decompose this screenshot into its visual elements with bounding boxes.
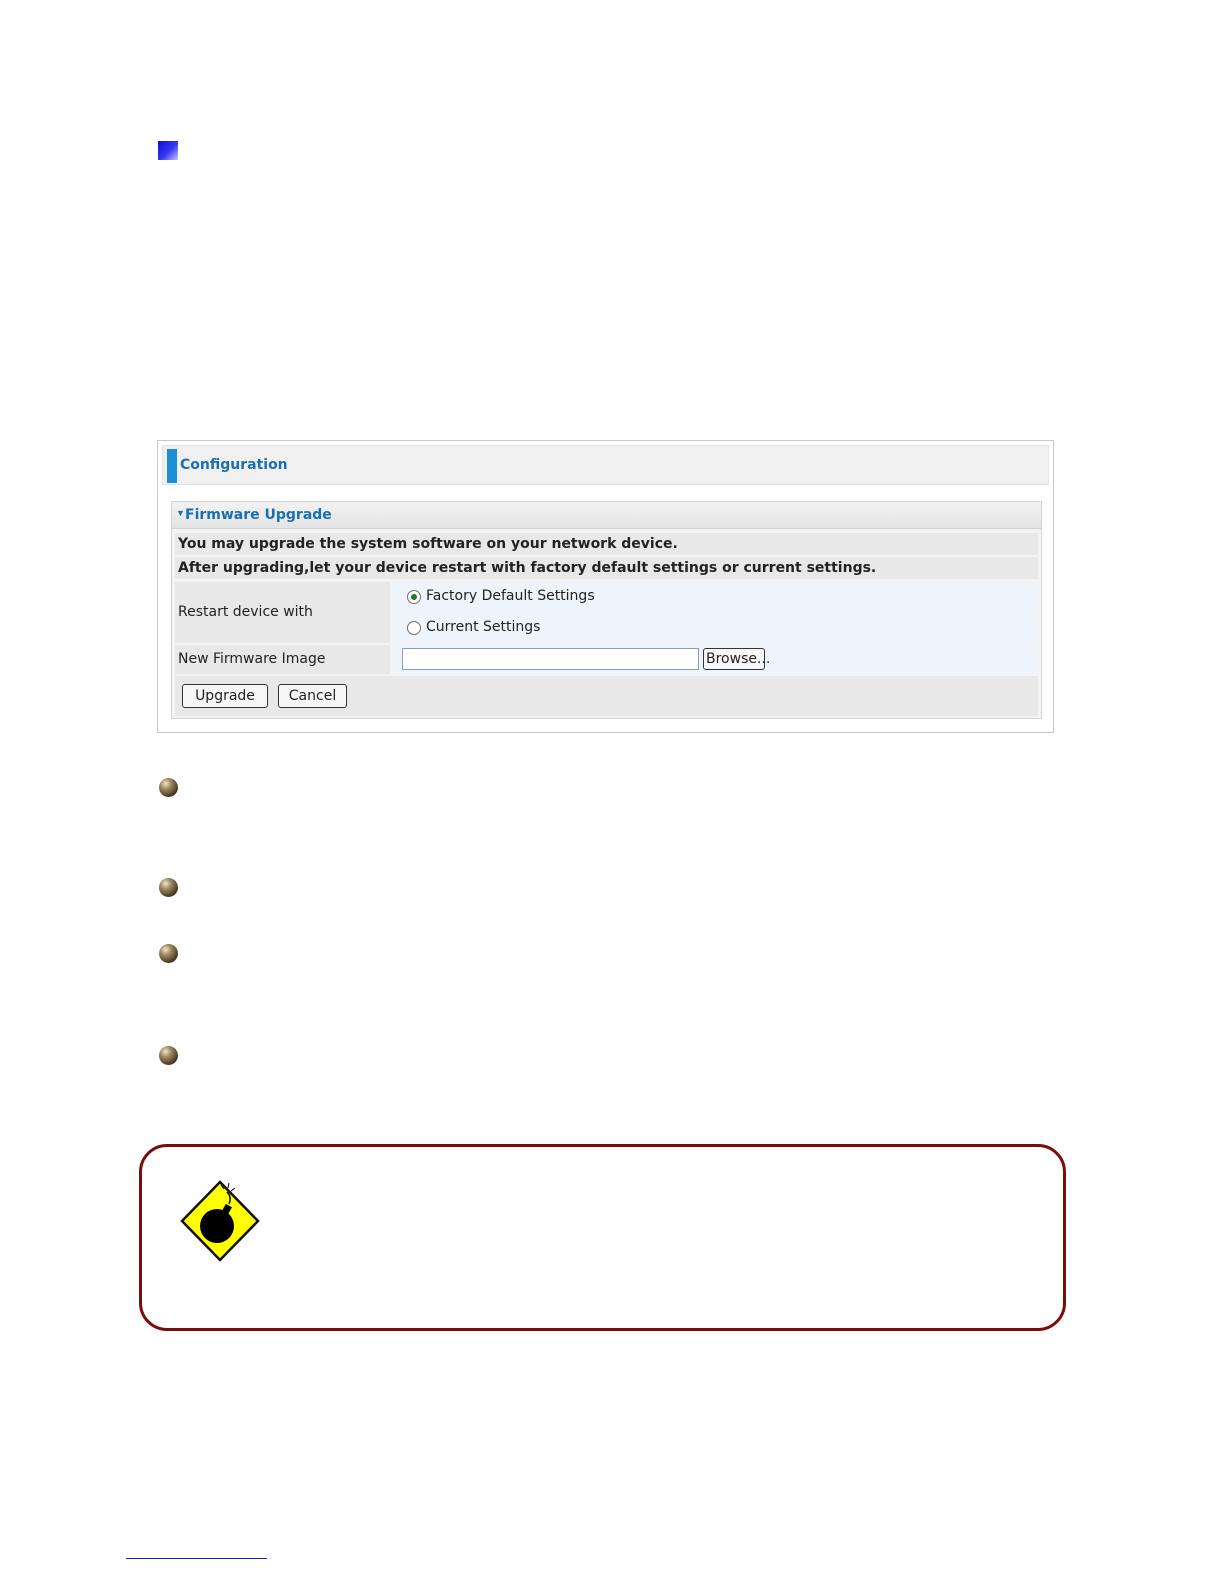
cancel-button[interactable]: Cancel	[278, 684, 347, 708]
sphere-bullet-icon	[159, 778, 178, 797]
factory-default-label[interactable]: Factory Default Settings	[426, 588, 595, 604]
config-header	[162, 445, 1049, 485]
browse-button[interactable]: Browse...	[703, 648, 765, 670]
bomb-warning-icon	[180, 1180, 260, 1262]
section-square-icon	[158, 141, 178, 160]
factory-default-radio[interactable]	[407, 590, 421, 604]
footnote-separator	[126, 1558, 267, 1559]
upgrade-button[interactable]: Upgrade	[182, 684, 268, 708]
sphere-bullet-icon	[159, 944, 178, 963]
config-title: Configuration	[180, 457, 288, 473]
option-current-settings[interactable]	[392, 613, 1038, 643]
current-settings-radio[interactable]	[407, 621, 421, 635]
option-factory-default[interactable]	[392, 582, 1038, 612]
caret-down-icon[interactable]: ▼	[176, 508, 185, 518]
firmware-upgrade-box	[171, 501, 1042, 719]
current-settings-label[interactable]: Current Settings	[426, 619, 541, 635]
firmware-image-label: New Firmware Image	[175, 645, 390, 674]
info-line-1: You may upgrade the system software on your network device.	[175, 533, 1038, 555]
header-accent-bar	[167, 449, 177, 483]
button-row	[175, 676, 1038, 716]
sphere-bullet-icon	[159, 1046, 178, 1065]
firmware-file-input[interactable]	[402, 648, 699, 670]
firmware-image-cell	[392, 645, 1038, 674]
firmware-upgrade-title: Firmware Upgrade	[185, 507, 332, 523]
restart-label: Restart device with	[175, 582, 390, 643]
sphere-bullet-icon	[159, 878, 178, 897]
info-line-2: After upgrading,let your device restart with factory default settings or current settings.	[175, 557, 1038, 579]
warning-box	[139, 1144, 1066, 1331]
firmware-upgrade-title-row[interactable]	[172, 502, 1041, 529]
config-screenshot	[157, 440, 1054, 733]
